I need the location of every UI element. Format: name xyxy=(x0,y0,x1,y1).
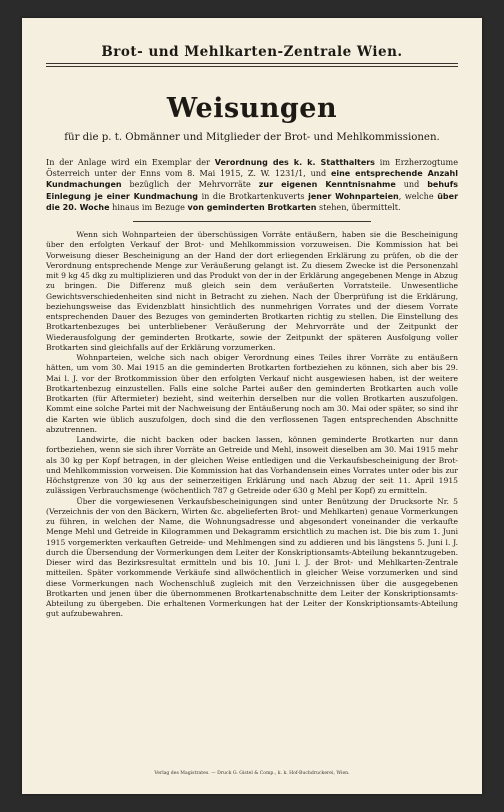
organization-header: Brot- und Mehlkarten-Zentrale Wien. xyxy=(101,44,403,60)
intro-text: in die Brotkartenkuverts xyxy=(198,190,309,201)
intro-bold: von geminderten Brotkarten xyxy=(187,202,317,212)
document-page xyxy=(22,18,482,794)
intro-text: , welche xyxy=(398,190,438,201)
printer-footer: Verlag des Magistrates. — Druck G. Gistel & Comp., k. k. Hof-Buchdruckerei, Wien. xyxy=(154,771,350,776)
intro-text: stehen, übermittelt. xyxy=(316,201,401,212)
intro-text: im Erzherzogtume Österreich unter der Enns vom 8. Mai 1915, Z. W. 1231/1, und xyxy=(46,157,458,179)
intro-text: bezüglich der Mehrvorräte xyxy=(121,179,259,190)
intro-bold: behufs Einlegung je einer Kundmachung xyxy=(46,180,458,201)
section-divider xyxy=(133,221,372,222)
intro-bold: Verordnung des k. k. Statthalters xyxy=(214,158,375,167)
body-paragraph: Wohnparteien, welche sich nach obiger Verordnung eines Teiles ihrer Vorräte zu entäußern hätten, um vom 30. Mai 1915 an die geminderten Brotkarten fortbeziehen zu können, sich aber bis 29. Mai l. J. vor der Brotkommission über den erfolgten Verkauf nicht ausgewiesen haben, ist der weitere Brotkartenbezug einzustellen. Falls eine solche Partei außer den geminderten Brotkarten auch volle Brotkarten (für Aftermieter) bezieht, sind weiterhin derselben nur die vollen Brotkarten auszufolgen. Kommt eine solche Partei mit der Nachweisung der Entäußerung noch am 30. Mai oder später, so sind ihr die Karten wie üblich auszufolgen, doch sind die den verflossenen Tagen entsprechenden Abschnitte abzutrennen. xyxy=(46,353,458,434)
intro-bold: über die 20. Woche xyxy=(46,191,459,212)
document-subtitle: für die p. t. Obmänner und Mitglieder der Brot- und Mehlkommissionen. xyxy=(64,132,440,143)
intro-bold: eine entsprechende Anzahl Kundmachungen xyxy=(46,169,458,190)
document-body xyxy=(46,44,458,776)
intro-text: hinaus im Bezuge xyxy=(109,201,188,212)
header-rule xyxy=(46,63,458,64)
body-paragraph: Landwirte, die nicht backen oder backen lassen, können geminderte Brotkarten nur dann fortbeziehen, wenn sie sich ihrer Vorräte an Getreide und Mehl, insoweit dieselben am 30. Mai 1915 mehr als 30 kg per Kopf betragen, in der gleichen Weise entledigen und die Verkaufsbescheinigung der Brot- und Mehlkommission vorweisen. Die Kommission hat das Vorhandensein eines Vorrates unter oder bis zur Höchstgrenze von 30 kg aus der seinerzeitigen Erklärung und nach Abzug der seit 11. April 1915 zulässigen Verbrauchsmenge (wöchentlich 787 g Getreide oder 630 g Mehl per Kopf) zu ermitteln. xyxy=(46,435,458,496)
body-paragraph: Über die vorgewiesenen Verkaufsbescheinigungen sind unter Benützung der Drucksorte Nr. 5 (Verzeichnis der von den Bäckern, Wirten &c. abgelieferten Brot- und Mehlkarten) genaue Vormerkungen zu führen, in welchen der Name, die Wohnungsadresse und abgesondert voneinander die verkaufte Menge Mehl und Getreide in Kilogrammen und Dekagramm ersichtlich zu machen ist. Die bis zum 1. Juni 1915 vorgemerkten verkauften Getreide- und Mehlmengen sind zu addieren und bis längstens 5. Juni l. J. durch die Übersendung der Vormerkungen dem Leiter der Konskriptionsamts-Abteilung bekanntzugeben. Dieser wird das Bezirksresultat ermitteln und bis 10. Juni l. J. der Brot- und Mehlkarten-Zentrale mitteilen. Später vorkommende Verkäufe sind allwöchentlich in gleicher Weise vorzumerken und sind diese Vormerkungen nach Wochenschluß zugleich mit den Verzeichnissen über die ausgegebenen Brotkarten und jenen über die übernommenen Brotkartenabschnitte dem Leiter der Konskriptionsamts-Abteilung zu übergeben. Die erhaltenen Vormerkungen hat der Leiter der Konskriptionsamts-Abteilung gut aufzubewahren. xyxy=(46,496,458,619)
document-title: Weisungen xyxy=(166,93,338,124)
header-rule-double xyxy=(46,66,458,67)
intro-bold: jener Wohnparteien xyxy=(308,191,399,201)
intro-bold: zur eigenen Kenntnisnahme xyxy=(258,180,396,190)
intro-paragraph xyxy=(46,157,458,213)
intro-text: und xyxy=(395,179,428,190)
body-paragraph: Wenn sich Wohnparteien der überschüssigen Vorräte entäußern, haben sie die Bescheinigung über den erfolgten Verkauf der Brot- und Mehlkommission vorzuweisen. Die Kommission hat bei Vorweisung dieser Bescheinigung an der Hand der dort erliegenden Erklärung zu prüfen, ob die der Verordnung entsprechende Menge zur Veräußerung gelangt ist. Zu diesem Zwecke ist die Personenzahl mit 9 kg 45 dkg zu multiplizieren und das Produkt von der in der Erklärung angegebenen Menge in Abzug zu bringen. Die Differenz muß gleich sein dem veräußerten Vorratsteile. Unwesentliche Gewichtsverschiedenheiten sind nicht in Betracht zu ziehen. Nach der Überprüfung ist die Erklärung, beziehungsweise das Evidenzblatt hinsichtlich des nunmehrigen Vorrates und der diesem Vorrate entsprechenden Dauer des Bezuges von geminderten Brotkarten richtig zu stellen. Die Einstellung des Brotkartenbezuges bei unterbliebener Veräußerung der Mehrvorräte und der Zeitpunkt der Wiederausfolgung der geminderten Brotkarte, sowie der Zeitpunkt der späteren Ausfolgung voller Brotkarten sind gleichfalls auf der Erklärung vorzumerken. xyxy=(46,230,458,352)
intro-text: In der Anlage wird ein Exemplar der xyxy=(46,157,215,167)
